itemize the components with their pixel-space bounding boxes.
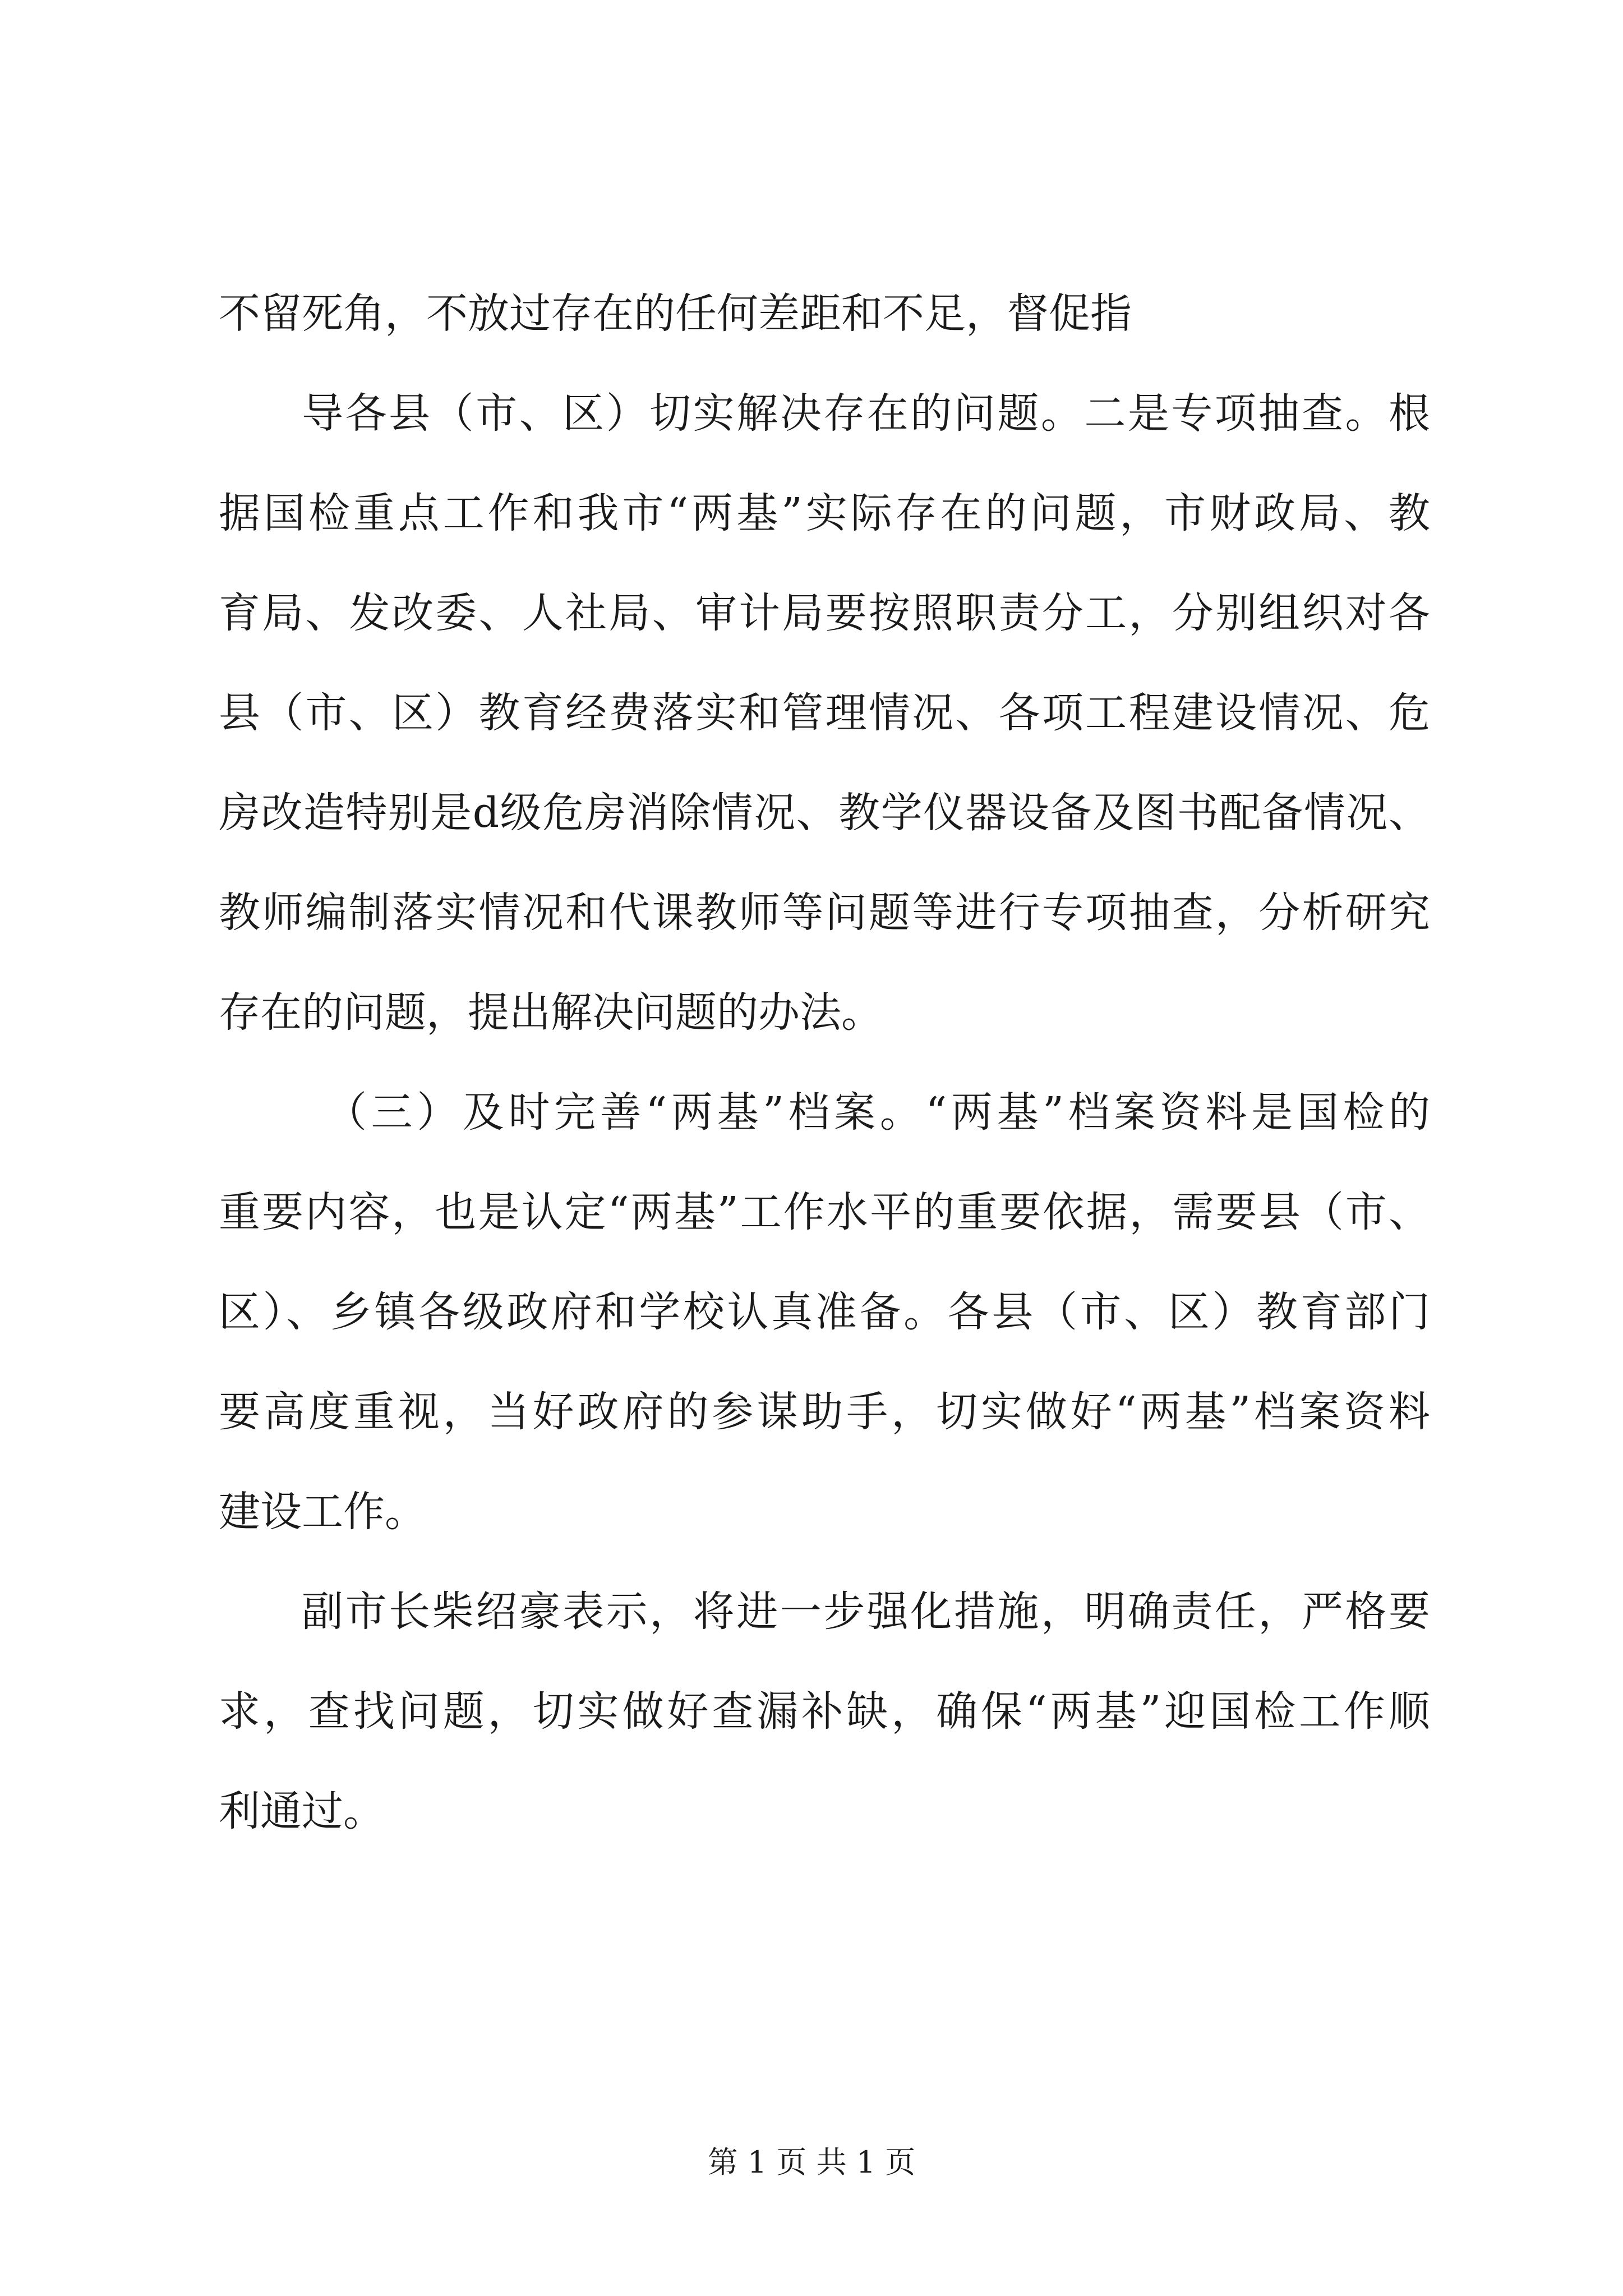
text-line: 区）、乡镇各级政府和学校认真准备。各县（市、区）教育部门 xyxy=(219,1288,1430,1336)
text-line: 据国检重点工作和我市“两基”实际存在的问题，市财政局、教 xyxy=(219,489,1430,537)
body-text xyxy=(219,264,1430,1861)
text-line: 要高度重视，当好政府的参谋助手，切实做好“两基”档案资料 xyxy=(219,1388,1430,1436)
page-number-footer: 第 1 页 共 1 页 xyxy=(707,2145,916,2180)
text-line: （三）及时完善“两基”档案。“两基”档案资料是国检的 xyxy=(325,1088,1430,1137)
text-line: 建设工作。 xyxy=(219,1488,426,1536)
text-line: 求，查找问题，切实做好查漏补缺，确保“两基”迎国检工作顺 xyxy=(219,1687,1430,1736)
text-line: 教师编制落实情况和代课教师等问题等进行专项抽查，分析研究 xyxy=(219,889,1430,937)
text-line: 不留死角，不放过存在的任何差距和不足，督促指 xyxy=(219,289,1132,338)
text-line: 重要内容，也是认定“两基”工作水平的重要依据，需要县（市、 xyxy=(219,1188,1430,1236)
text-line: 育局、发改委、人社局、审计局要按照职责分工，分别组织对各 xyxy=(219,589,1430,637)
text-line: 副市长柴绍豪表示，将进一步强化措施，明确责任，严格要 xyxy=(302,1588,1430,1636)
text-line: 房改造特别是d级危房消除情况、教学仪器设备及图书配备情况、 xyxy=(219,789,1430,837)
text-line: 县（市、区）教育经费落实和管理情况、各项工程建设情况、危 xyxy=(219,689,1430,737)
text-line: 利通过。 xyxy=(219,1787,385,1835)
text-line: 导各县（市、区）切实解决存在的问题。二是专项抽查。根 xyxy=(302,389,1430,438)
text-line: 存在的问题，提出解决问题的办法。 xyxy=(219,988,883,1037)
